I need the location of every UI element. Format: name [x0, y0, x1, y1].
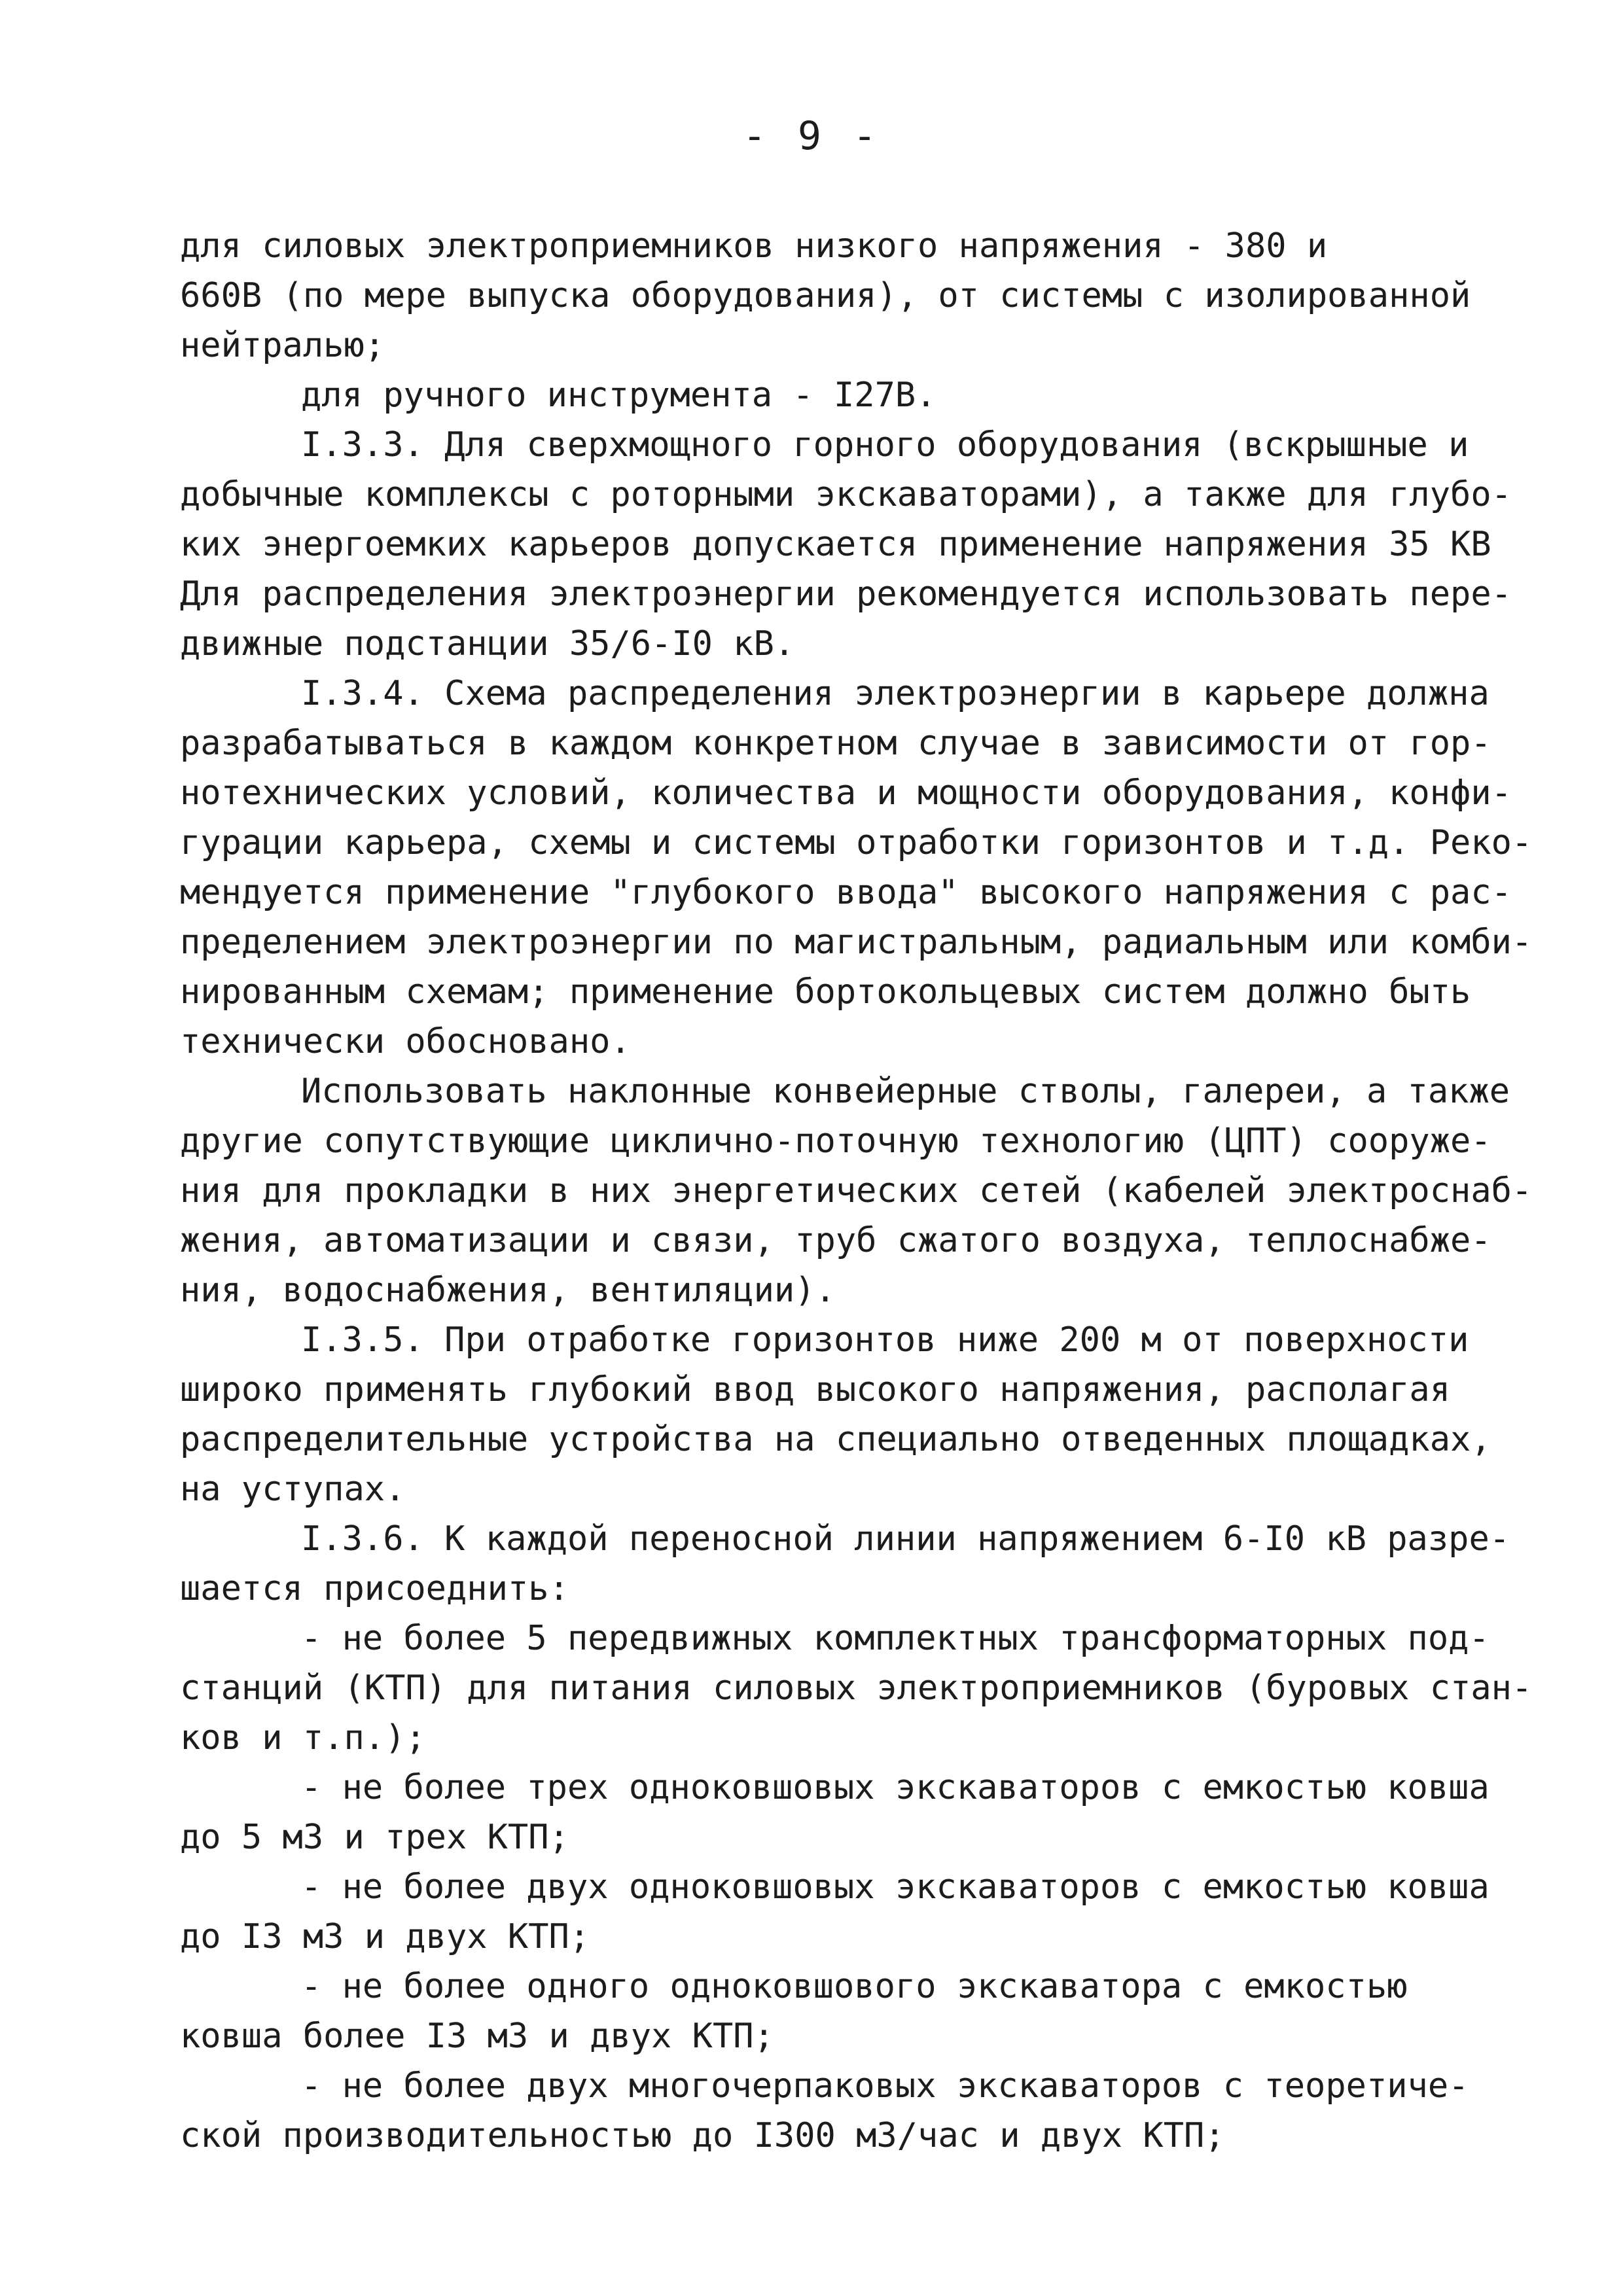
- text-line: для силовых электроприемников низкого напряжения - 380 и: [180, 226, 1328, 266]
- text-line: до 5 м3 и трех КТП;: [180, 1818, 569, 1857]
- text-line: гурации карьера, схемы и системы отработки горизонтов и т.д. Реко-: [180, 823, 1533, 862]
- text-line: станций (КТП) для питания силовых электроприемников (буровых стан-: [180, 1669, 1533, 1708]
- body-text: [180, 221, 1533, 2161]
- text-line: широко применять глубокий ввод высокого напряжения, располагая: [180, 1370, 1451, 1409]
- text-line: ковша более I3 м3 и двух КТП;: [180, 2017, 774, 2056]
- text-line: движные подстанции 35/6-I0 кВ.: [180, 624, 795, 663]
- text-line: разрабатываться в каждом конкретном случае в зависимости от гор-: [180, 724, 1491, 763]
- section-heading-1-3-6: I.3.6. К каждой переносной линии напряжением 6-I0 кВ разре-: [301, 1519, 1510, 1559]
- text-line: технически обосновано.: [180, 1022, 631, 1061]
- section-heading-1-3-5: I.3.5. При отработке горизонтов ниже 200 м от поверхности: [301, 1320, 1469, 1360]
- text-line: другие сопутствующие циклично-поточную технологию (ЦПТ) сооруже-: [180, 1122, 1491, 1161]
- text-line: нотехнических условий, количества и мощности оборудования, конфи-: [180, 773, 1512, 813]
- page-number: - 9 -: [742, 113, 881, 159]
- text-line: ких энергоемких карьеров допускается применение напряжения 35 КВ: [180, 525, 1491, 564]
- text-line: ния для прокладки в них энергетических сетей (кабелей электроснаб-: [180, 1171, 1533, 1210]
- list-item: - не более 5 передвижных комплектных трансформаторных под-: [301, 1619, 1489, 1658]
- text-line: добычные комплексы с роторными экскаваторами), а также для глубо-: [180, 475, 1512, 514]
- list-item: - не более одного одноковшового экскаватора с емкостью: [301, 1967, 1408, 2006]
- text-line: Использовать наклонные конвейерные стволы, галереи, а также: [301, 1072, 1510, 1111]
- text-line: Для распределения электроэнергии рекомендуется использовать пере-: [180, 574, 1512, 614]
- text-line: пределением электроэнергии по магистральным, радиальным или комби-: [180, 923, 1533, 962]
- text-line: ков и т.п.);: [180, 1718, 426, 1757]
- text-line: распределительные устройства на специально отведенных площадках,: [180, 1420, 1491, 1459]
- list-item: - не более двух одноковшовых экскаваторов с емкостью ковша: [301, 1867, 1489, 1907]
- text-line: до I3 м3 и двух КТП;: [180, 1917, 590, 1956]
- text-line: жения, автоматизации и связи, труб сжатого воздуха, теплоснабже-: [180, 1221, 1491, 1260]
- text-line: для ручного инструмента - I27В.: [301, 376, 936, 415]
- list-item: - не более двух многочерпаковых экскаваторов с теоретиче-: [301, 2066, 1469, 2106]
- text-line: ния, водоснабжения, вентиляции).: [180, 1271, 836, 1310]
- text-line: нированным схемам; применение бортокольцевых систем должно быть: [180, 972, 1471, 1012]
- text-line: нейтралью;: [180, 326, 385, 365]
- section-heading-1-3-3: I.3.3. Для сверхмощного горного оборудования (вскрышные и: [301, 425, 1469, 465]
- text-line: мендуется применение "глубокого ввода" высокого напряжения с рас-: [180, 873, 1512, 912]
- text-line: шается присоеднить:: [180, 1569, 569, 1608]
- section-heading-1-3-4: I.3.4. Схема распределения электроэнергии в карьере должна: [301, 674, 1489, 713]
- text-line: 660В (по мере выпуска оборудования), от системы с изолированной: [180, 276, 1471, 315]
- text-line: ской производительностью до I300 м3/час и двух КТП;: [180, 2116, 1225, 2155]
- text-line: на уступах.: [180, 1470, 406, 1509]
- list-item: - не более трех одноковшовых экскаваторов с емкостью ковша: [301, 1768, 1489, 1807]
